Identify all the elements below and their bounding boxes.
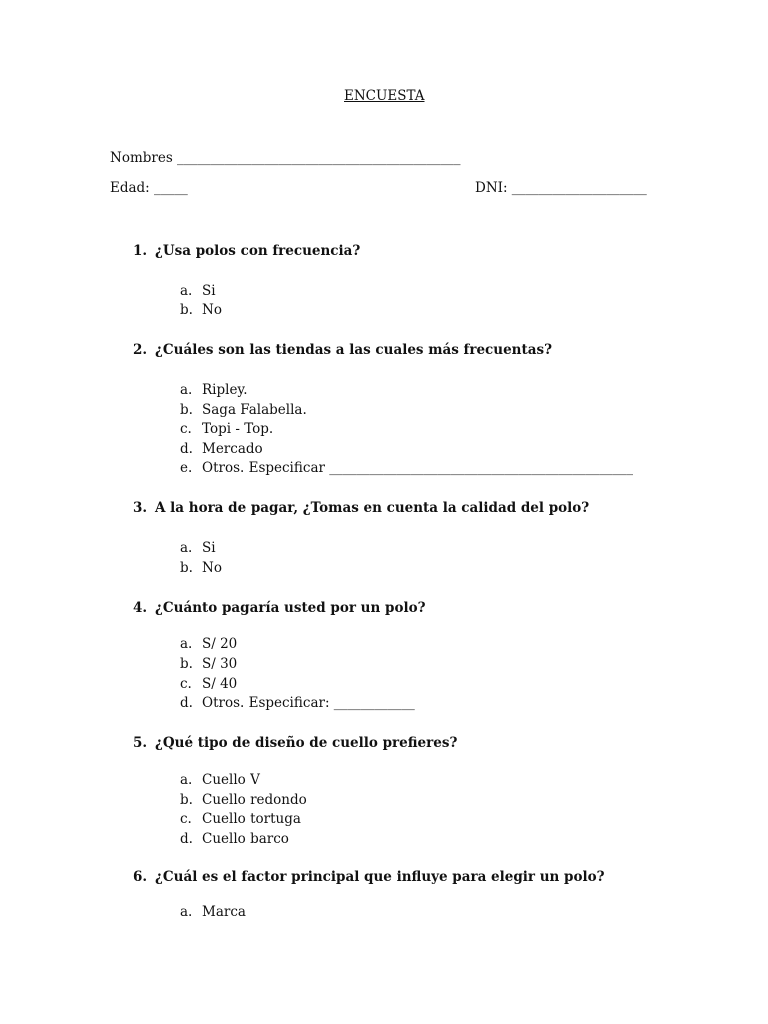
option-4a bbox=[180, 638, 237, 652]
option-letter: a. bbox=[180, 772, 193, 788]
question-number: 2. bbox=[133, 342, 148, 358]
option-text: Cuello tortuga bbox=[202, 811, 301, 827]
option-5b bbox=[180, 794, 307, 808]
option-text: Mercado bbox=[202, 441, 263, 457]
option-letter: c. bbox=[180, 421, 192, 437]
option-2c bbox=[180, 423, 273, 437]
option-text: S/ 40 bbox=[202, 676, 238, 692]
option-letter: a. bbox=[180, 382, 193, 398]
question-3 bbox=[133, 502, 589, 516]
option-1a bbox=[180, 285, 216, 299]
option-text: Cuello barco bbox=[202, 831, 289, 847]
question-number: 5. bbox=[133, 735, 148, 751]
question-text: A la hora de pagar, ¿Tomas en cuenta la calidad del polo? bbox=[155, 500, 590, 516]
question-text: ¿Cuál es el factor principal que influye para elegir un polo? bbox=[155, 869, 605, 885]
option-letter: d. bbox=[180, 831, 193, 847]
option-text: Cuello redondo bbox=[202, 792, 307, 808]
option-4d bbox=[180, 697, 415, 711]
option-text: Saga Falabella. bbox=[202, 402, 307, 418]
option-5d bbox=[180, 833, 289, 847]
option-5a bbox=[180, 774, 260, 788]
dni-field: DNI: ____________________ bbox=[475, 180, 647, 196]
option-text: Otros. Especificar: ____________ bbox=[202, 695, 415, 711]
option-2d bbox=[180, 443, 263, 457]
option-2e bbox=[180, 462, 633, 476]
question-1 bbox=[133, 245, 360, 259]
question-number: 3. bbox=[133, 500, 148, 516]
option-text: Otros. Especificar _____________________________________________ bbox=[202, 460, 633, 476]
option-letter: a. bbox=[180, 540, 193, 556]
document-title: ENCUESTA bbox=[344, 88, 425, 104]
option-letter: b. bbox=[180, 792, 193, 808]
option-text: No bbox=[202, 560, 222, 576]
question-number: 1. bbox=[133, 243, 148, 259]
question-text: ¿Cuánto pagaría usted por un polo? bbox=[155, 600, 426, 616]
question-number: 6. bbox=[133, 869, 148, 885]
nombres-field: Nombres __________________________________________ bbox=[110, 150, 461, 166]
question-text: ¿Qué tipo de diseño de cuello prefieres? bbox=[155, 735, 458, 751]
option-5c bbox=[180, 813, 301, 827]
option-letter: c. bbox=[180, 676, 192, 692]
option-text: Si bbox=[202, 283, 216, 299]
question-text: ¿Cuáles son las tiendas a las cuales más frecuentas? bbox=[155, 342, 552, 358]
option-4b bbox=[180, 658, 237, 672]
option-2b bbox=[180, 404, 307, 418]
option-letter: a. bbox=[180, 636, 193, 652]
question-text: ¿Usa polos con frecuencia? bbox=[155, 243, 361, 259]
question-4 bbox=[133, 602, 426, 616]
question-number: 4. bbox=[133, 600, 148, 616]
option-text: S/ 30 bbox=[202, 656, 238, 672]
option-2a bbox=[180, 384, 248, 398]
option-letter: d. bbox=[180, 695, 193, 711]
option-letter: a. bbox=[180, 904, 193, 920]
question-6 bbox=[133, 871, 605, 885]
option-text: S/ 20 bbox=[202, 636, 238, 652]
option-text: Topi - Top. bbox=[202, 421, 274, 437]
question-2 bbox=[133, 344, 552, 358]
option-letter: b. bbox=[180, 302, 193, 318]
option-text: Si bbox=[202, 540, 216, 556]
option-letter: e. bbox=[180, 460, 193, 476]
option-text: Cuello V bbox=[202, 772, 260, 788]
question-5 bbox=[133, 737, 457, 751]
option-6a bbox=[180, 906, 246, 920]
option-letter: c. bbox=[180, 811, 192, 827]
option-3b bbox=[180, 562, 222, 576]
option-3a bbox=[180, 542, 216, 556]
option-text: No bbox=[202, 302, 222, 318]
option-letter: d. bbox=[180, 441, 193, 457]
option-4c bbox=[180, 678, 237, 692]
option-text: Marca bbox=[202, 904, 246, 920]
option-letter: b. bbox=[180, 402, 193, 418]
option-letter: b. bbox=[180, 656, 193, 672]
option-letter: b. bbox=[180, 560, 193, 576]
edad-field: Edad: _____ bbox=[110, 180, 188, 196]
option-letter: a. bbox=[180, 283, 193, 299]
option-1b bbox=[180, 304, 222, 318]
option-text: Ripley. bbox=[202, 382, 248, 398]
